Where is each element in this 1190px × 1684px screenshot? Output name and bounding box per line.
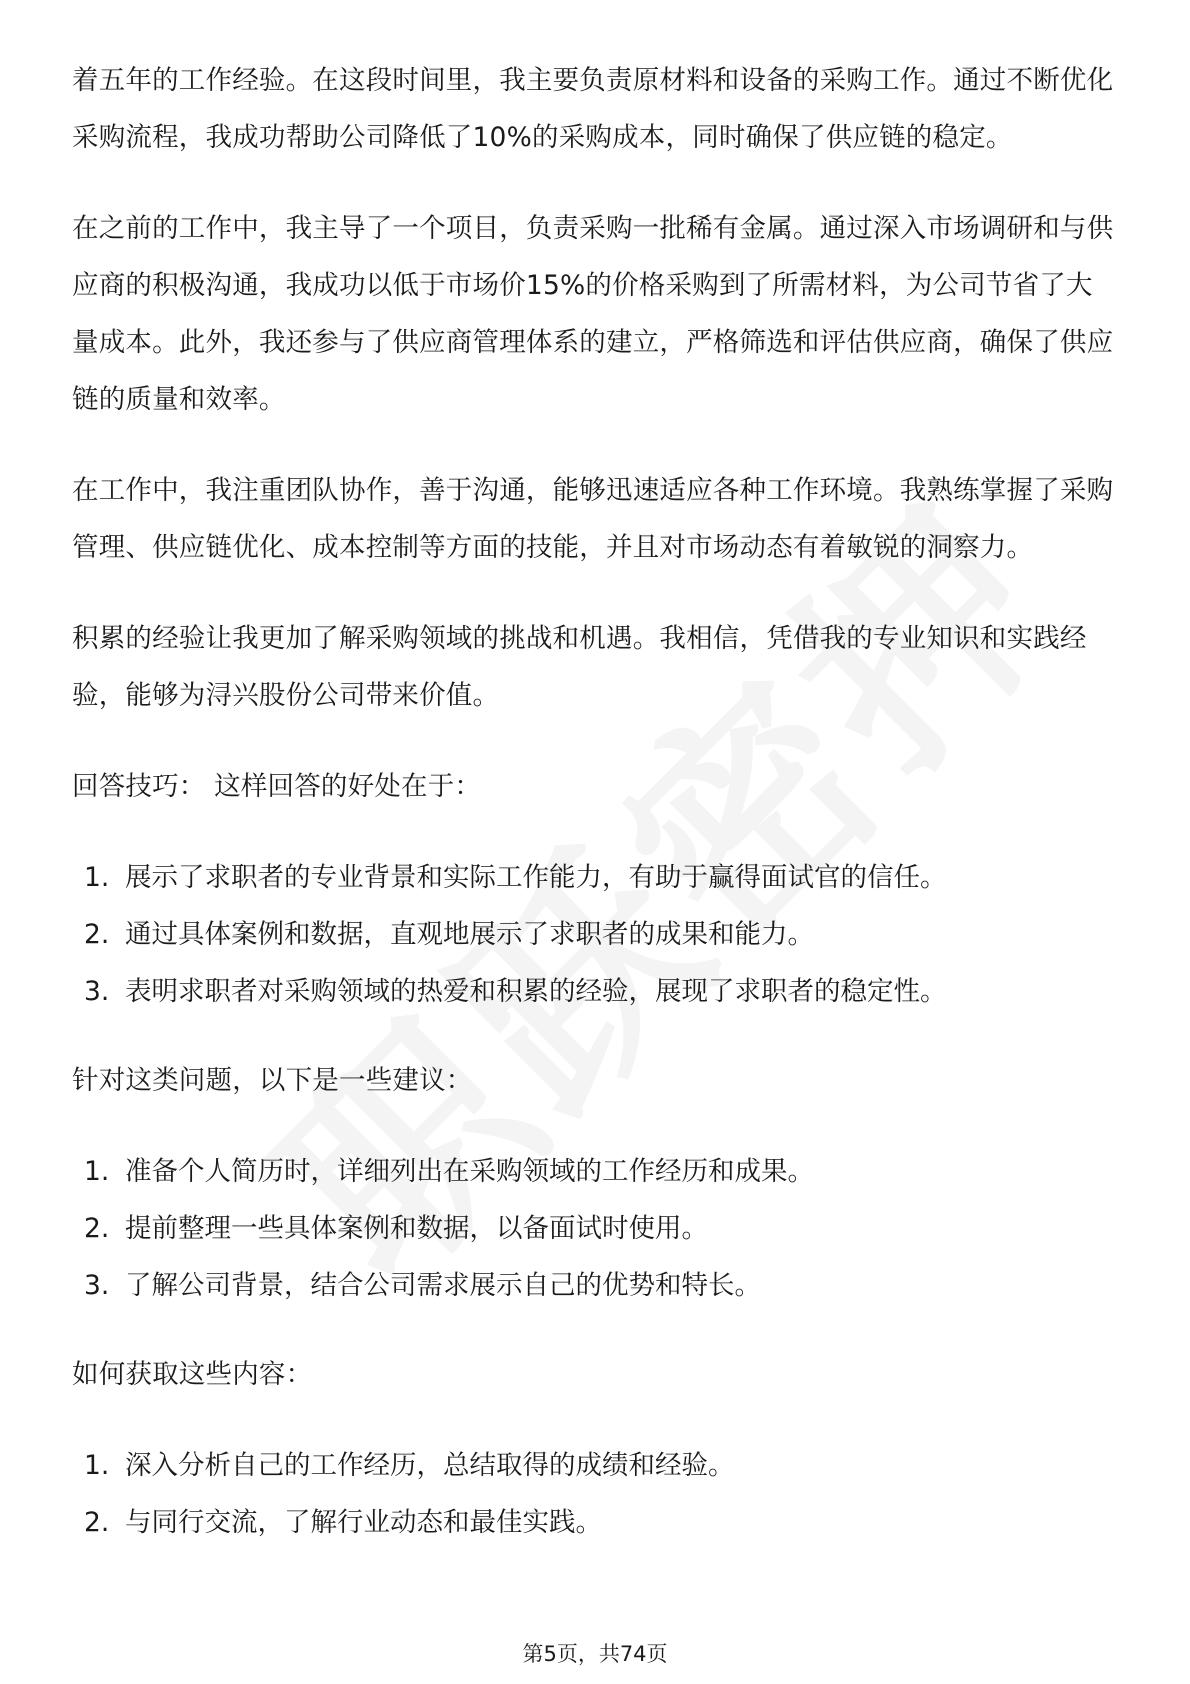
list-number: 2.	[84, 919, 110, 950]
list-number: 3.	[84, 1270, 110, 1301]
list-item	[72, 1143, 1118, 1200]
list-number: 1.	[84, 1450, 110, 1481]
page-number: 第5页，共74页	[522, 1642, 668, 1666]
document-body	[72, 52, 1118, 1583]
list-text: 提前整理一些具体案例和数据，以备面试时使用。	[125, 1213, 708, 1244]
suggestions-heading: 针对这类问题，以下是一些建议：	[72, 1065, 473, 1096]
list-item	[72, 963, 1118, 1020]
list-item	[72, 906, 1118, 963]
list-number: 2.	[84, 1213, 110, 1244]
paragraph-project: 在之前的工作中，我主导了一个项目，负责采购一批稀有金属。通过深入市场调研和与供应商的积极沟通，我成功以低于市场价15%的价格采购到了所需材料，为公司节省了大量成本。此外，我还参与了供应商管理体系的建立，严格筛选和评估供应商，确保了供应链的质量和效率。	[72, 213, 1114, 415]
tips-heading: 回答技巧： 这样回答的好处在于：	[72, 771, 482, 802]
list-text: 深入分析自己的工作经历，总结取得的成绩和经验。	[125, 1450, 735, 1481]
list-item	[72, 1437, 1118, 1494]
list-item	[72, 1200, 1118, 1257]
list-text: 了解公司背景，结合公司需求展示自己的优势和特长。	[125, 1270, 761, 1301]
list-item	[72, 1494, 1118, 1551]
list-text: 表明求职者对采购领域的热爱和积累的经验，展现了求职者的稳定性。	[125, 976, 947, 1007]
paragraph-skills: 在工作中，我注重团队协作，善于沟通，能够迅速适应各种工作环境。我熟练掌握了采购管理、供应链优化、成本控制等方面的技能，并且对市场动态有着敏锐的洞察力。	[72, 475, 1114, 563]
list-text: 与同行交流，了解行业动态和最佳实践。	[125, 1507, 602, 1538]
list-number: 1.	[84, 862, 110, 893]
list-number: 3.	[84, 976, 110, 1007]
howto-list	[72, 1437, 1118, 1551]
tips-list	[72, 849, 1118, 1020]
list-item	[72, 849, 1118, 906]
suggestions-list	[72, 1143, 1118, 1314]
paragraph-experience: 着五年的工作经验。在这段时间里，我主要负责原材料和设备的采购工作。通过不断优化采购流程，我成功帮助公司降低了10%的采购成本，同时确保了供应链的稳定。	[72, 65, 1114, 153]
list-text: 通过具体案例和数据，直观地展示了求职者的成果和能力。	[125, 919, 814, 950]
list-text: 展示了求职者的专业背景和实际工作能力，有助于赢得面试官的信任。	[125, 862, 947, 893]
list-number: 2.	[84, 1507, 110, 1538]
list-number: 1.	[84, 1156, 110, 1187]
paragraph-value: 积累的经验让我更加了解采购领域的挑战和机遇。我相信，凭借我的专业知识和实践经验，能够为浔兴股份公司带来价值。	[72, 623, 1087, 711]
howto-heading: 如何获取这些内容：	[72, 1359, 313, 1390]
list-text: 准备个人简历时，详细列出在采购领域的工作经历和成果。	[125, 1156, 814, 1187]
list-item	[72, 1257, 1118, 1314]
